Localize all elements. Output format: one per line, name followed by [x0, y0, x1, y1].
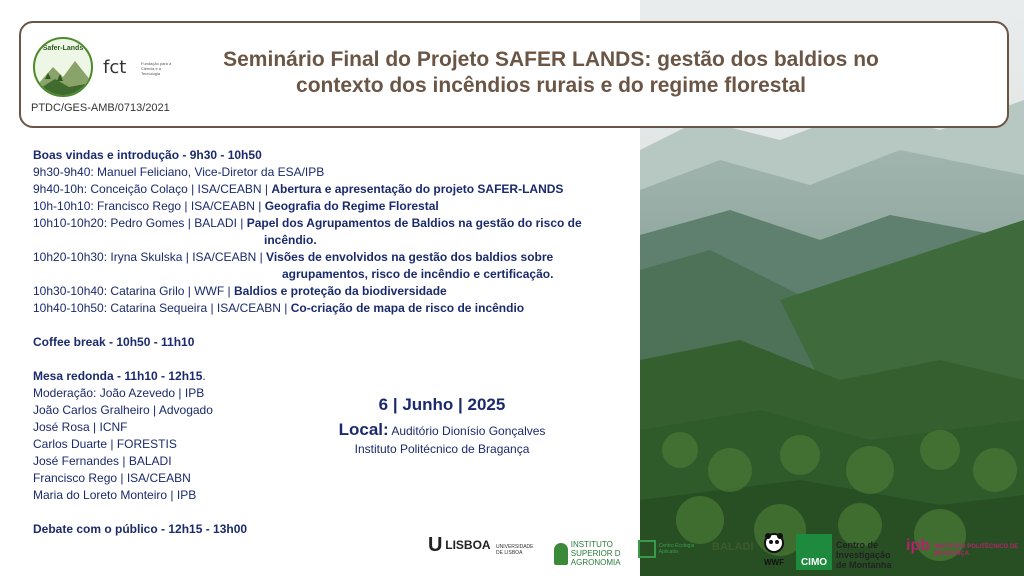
partner-logos — [424, 532, 1024, 572]
program-item-topic: Co-criação de mapa de risco de incêndio — [290, 301, 525, 315]
program-item-topic: Papel dos Agrupamentos de Baldios na gestão do risco de — [246, 216, 582, 230]
title-line-1: Seminário Final do Projeto SAFER LANDS: gestão dos baldios no — [223, 48, 879, 71]
program-item-speaker: 10h-10h10: Francisco Rego | ISA/CEABN | — [33, 199, 265, 213]
fct-subtitle: Fundação para a Ciência e a Tecnologia — [141, 61, 172, 76]
ipb-logo: ipb — [906, 537, 930, 554]
cea-text: Centro Ecologia Aplicada — [658, 543, 695, 555]
program-item-topic: Abertura e apresentação do projeto SAFER-LANDS — [271, 182, 564, 196]
project-code: PTDC/GES-AMB/0713/2021 — [31, 102, 170, 114]
panel-member: José Fernandes | BALADI — [33, 454, 172, 468]
page-title — [191, 47, 911, 99]
program-item — [33, 300, 633, 317]
fct-logo: fct — [103, 57, 127, 78]
panda-icon — [763, 532, 785, 554]
title-line-2: contexto dos incêndios rurais e do regime florestal — [296, 74, 806, 97]
round-table-dot: . — [202, 369, 206, 383]
isa-logo — [554, 540, 637, 567]
debate-heading: Debate com o público - 12h15 - 13h00 — [33, 522, 248, 536]
panel-member: Francisco Rego | ISA/CEABN — [33, 471, 191, 485]
wwf-logo — [762, 532, 786, 568]
venue-name: Auditório Dionísio Gonçalves — [391, 424, 546, 438]
baladi-logo: BALADI — [712, 541, 754, 553]
program-item-speaker: 10h10-10h20: Pedro Gomes | BALADI | — [33, 216, 247, 230]
program-item-topic-cont: incêndio. — [264, 233, 317, 247]
program-item — [33, 249, 633, 266]
event-location — [332, 420, 552, 441]
panel-member: José Rosa | ICNF — [33, 420, 128, 434]
panel-member: Carlos Duarte | FORESTIS — [33, 437, 177, 451]
program-item-speaker: 10h30-10h40: Catarina Grilo | WWF | — [33, 284, 234, 298]
welcome-heading: Boas vindas e introdução - 9h30 - 10h50 — [33, 148, 262, 162]
program-item — [33, 164, 633, 181]
wwf-text: WWF — [764, 558, 784, 567]
program-item-speaker: 9h30-9h40: Manuel Feliciano, Vice-Diretor da ESA/IPB — [33, 165, 325, 179]
panel-member: João Carlos Gralheiro | Advogado — [33, 403, 213, 417]
panel-member: Moderação: João Azevedo | IPB — [33, 386, 205, 400]
program-item-speaker: 9h40-10h: Conceição Colaço | ISA/CEABN | — [33, 182, 272, 196]
cimo-text: CIMO — [800, 557, 828, 568]
program-item — [33, 198, 633, 215]
cimo-logo — [796, 534, 832, 570]
round-table-heading — [33, 368, 633, 385]
event-date: 6 | Junho | 2025 — [378, 395, 506, 414]
cimo-full-name: Centro de Investigação de Montanha — [836, 540, 892, 570]
header-box — [19, 21, 1009, 128]
program-item-speaker: 10h20-10h30: Iryna Skulska | ISA/CEABN | — [33, 250, 267, 264]
program-item — [33, 181, 633, 198]
ipb-full-name: INSTITUTO POLITÉCNICO DE BRAGANÇA — [934, 544, 1019, 557]
program-schedule — [33, 147, 633, 538]
coffee-break: Coffee break - 10h50 - 11h10 — [33, 335, 195, 349]
ulisboa-logo: U LISBOA — [428, 534, 491, 556]
program-item — [33, 283, 633, 300]
program-item-speaker: 10h40-10h50: Catarina Sequeira | ISA/CEABN | — [33, 301, 291, 315]
program-item-topic: Geografia do Regime Florestal — [264, 199, 439, 213]
safer-lands-logo-text: Safer-Lands — [42, 45, 84, 52]
round-table-title: Mesa redonda - 11h10 - 12h15 — [33, 369, 203, 383]
panel-member: Maria do Loreto Monteiro | IPB — [33, 488, 197, 502]
safer-lands-logo — [33, 37, 93, 97]
program-item — [33, 215, 633, 232]
event-info — [332, 394, 552, 457]
ulisboa-text: LISBOA — [445, 538, 491, 552]
cea-logo — [638, 540, 697, 558]
program-item-topic-cont: agrupamentos, risco de incêndio e certificação. — [282, 267, 554, 281]
institution-name: Instituto Politécnico de Bragança — [354, 442, 530, 456]
ulisboa-subtitle: UNIVERSIDADE DE LISBOA — [496, 544, 534, 556]
isa-text: INSTITUTO SUPERIOR D AGRONOMIA — [570, 540, 621, 567]
location-label: Local: — [338, 420, 389, 439]
program-item-topic: Baldios e proteção da biodiversidade — [233, 284, 447, 298]
program-item-topic: Visões de envolvidos na gestão dos baldios sobre — [266, 250, 554, 264]
